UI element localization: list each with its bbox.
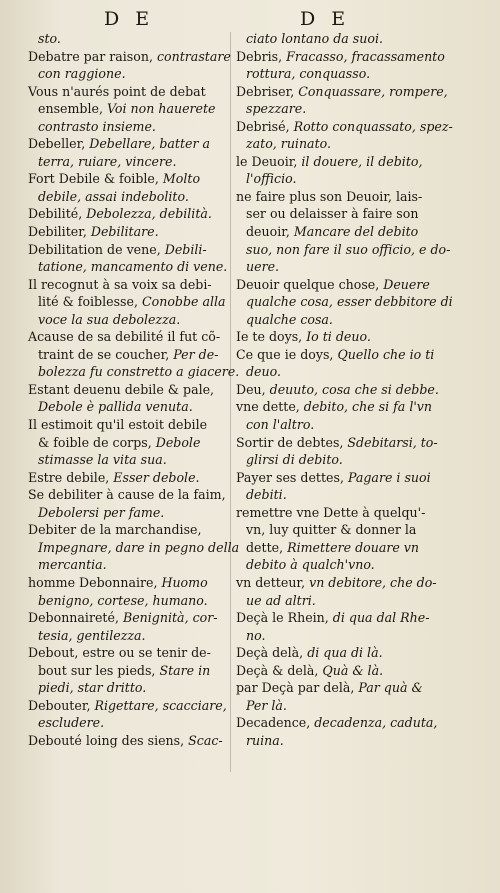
italian-gloss: Debili- [164, 241, 207, 257]
entry-line [28, 83, 228, 101]
italian-gloss: Rimettere douare vn [287, 539, 420, 555]
italian-gloss: piedi, star dritto. [38, 680, 147, 696]
italian-gloss: Stare in [159, 662, 211, 678]
entry-line [236, 223, 436, 241]
french-term: traint de se coucher, [38, 346, 174, 362]
entry-line [236, 328, 436, 346]
french-term: bout sur les pieds, [38, 662, 160, 678]
italian-gloss: Debolezza, debilità. [86, 206, 212, 222]
entry-line [28, 644, 228, 662]
french-term: Fort Debile & foible, [28, 171, 163, 187]
italian-gloss: con raggione. [38, 66, 126, 82]
entry-line [236, 188, 436, 206]
italian-gloss: Debolersi per fame. [38, 504, 165, 520]
running-header [0, 8, 500, 32]
italian-gloss: uere. [246, 259, 280, 275]
entry-line [236, 311, 436, 329]
entry-line [28, 311, 228, 329]
french-term: & foible de corps, [38, 434, 156, 450]
italian-gloss: tesia, gentilezza. [38, 627, 146, 643]
french-term: deuoir, [246, 224, 294, 240]
french-term: homme Debonnaire, [28, 574, 162, 590]
entry-line [28, 135, 228, 153]
entry-line [28, 241, 228, 259]
french-term: Debilité, [28, 206, 87, 222]
french-term: vne dette, [236, 399, 304, 415]
entry-line [236, 732, 436, 750]
italian-gloss: Quà & là. [322, 662, 384, 678]
french-term: Debout, estre ou se tenir de- [28, 645, 211, 661]
right-column [236, 30, 453, 749]
entry-line [28, 592, 228, 610]
entry-line [236, 469, 436, 487]
entry-line [236, 65, 436, 83]
french-term: par Deçà par delà, [236, 680, 359, 696]
italian-gloss: con l'altro. [246, 417, 315, 433]
italian-gloss: Esser debole. [113, 469, 200, 485]
french-term: dette, [246, 539, 288, 555]
entry-line [28, 574, 228, 592]
entry-line [236, 293, 453, 311]
italian-gloss: qualche cosa. [246, 311, 333, 327]
french-term: Deçà & delà, [236, 662, 323, 678]
entry-line [236, 241, 451, 259]
italian-gloss: Debilitare. [90, 224, 159, 240]
french-term: Debiter de la marchandise, [28, 522, 202, 538]
italian-gloss: qualche cosa, esser debbitore di [246, 294, 453, 310]
entry-line [28, 276, 228, 294]
french-term: Decadence, [236, 715, 315, 731]
entry-line [236, 416, 436, 434]
french-term: ser ou delaisser à faire son [246, 206, 419, 222]
entry-line [28, 486, 228, 504]
italian-gloss: debito à qualch'vno. [246, 557, 375, 573]
italian-gloss: Pagare i suoi [347, 469, 431, 485]
entry-line [236, 539, 436, 557]
entry-line [28, 556, 228, 574]
entry-line [236, 451, 436, 469]
italian-gloss: Impegnare, dare in pegno della [38, 539, 240, 555]
italian-gloss: mercantia. [38, 557, 107, 573]
italian-gloss: contrasto insieme. [38, 118, 156, 134]
french-term: Ie te doys, [236, 329, 307, 345]
italian-gloss: di qua di là. [307, 645, 383, 661]
entry-line [236, 486, 436, 504]
entry-line [28, 100, 228, 118]
italian-gloss: deuuto, cosa che si debbe. [269, 381, 439, 397]
french-term: Debouté loing des siens, [28, 732, 189, 748]
french-term: vn detteur, [236, 574, 310, 590]
french-term: lité & foiblesse, [38, 294, 142, 310]
italian-gloss: sto. [38, 31, 61, 46]
italian-gloss: Huomo [161, 574, 208, 590]
italian-gloss: deuo. [246, 364, 281, 380]
entry-line [28, 118, 228, 136]
entry-line [236, 679, 436, 697]
italian-gloss: Benignità, cor- [122, 610, 218, 626]
entry-line [236, 135, 436, 153]
french-term: Debris, [236, 48, 287, 64]
italian-gloss: Rigettare, scacciare, [94, 697, 227, 713]
italian-gloss: tatione, mancamento di vene. [38, 259, 228, 275]
italian-gloss: no. [246, 627, 266, 643]
left-column [28, 30, 240, 749]
italian-gloss: Voi non hauerete [106, 101, 216, 117]
entry-line [28, 48, 231, 66]
italian-gloss: escludere. [38, 715, 105, 731]
entry-line [28, 381, 228, 399]
italian-gloss: Fracasso, fracassamento [286, 48, 445, 64]
entry-line [28, 697, 228, 715]
french-term: Acause de sa debilité il fut cõ- [28, 329, 221, 345]
french-term: Payer ses dettes, [236, 469, 348, 485]
french-term: Il recognut à sa voix sa debi- [28, 276, 212, 292]
entry-line [28, 223, 228, 241]
italian-gloss: debiti. [246, 487, 287, 503]
entry-line [28, 679, 228, 697]
italian-gloss: Molto [162, 171, 201, 187]
entry-line [28, 521, 228, 539]
italian-gloss: Conquassare, rompere, [298, 83, 448, 99]
french-term: Deçà delà, [236, 645, 308, 661]
italian-gloss: Rotto conquassato, spez- [293, 118, 453, 134]
french-term: vn, luy quitter & donner la [246, 522, 417, 538]
entry-line [236, 434, 436, 452]
entry-line [236, 381, 439, 399]
french-term: Debilitation de vene, [28, 241, 165, 257]
italian-gloss: contrastare [156, 48, 231, 64]
italian-gloss: Sdebitarsi, to- [347, 434, 438, 450]
french-term: Estant deuenu debile & pale, [28, 381, 215, 397]
entry-line [236, 644, 436, 662]
entry-line [28, 662, 228, 680]
entry-line [28, 416, 228, 434]
italian-gloss: Deuere [383, 276, 430, 292]
italian-gloss: Per là. [246, 697, 287, 713]
entry-line [28, 539, 240, 557]
french-term: Debrisé, [236, 118, 294, 134]
italian-gloss: voce la sua debolezza. [38, 311, 181, 327]
entry-line [28, 205, 228, 223]
entry-line [28, 258, 228, 276]
french-term: ensemble, [38, 101, 107, 117]
entry-line [236, 662, 436, 680]
italian-gloss: spezzare. [246, 101, 307, 117]
italian-gloss: ruina. [246, 732, 284, 748]
entry-line [236, 504, 436, 522]
italian-gloss: Conobbe alla [142, 294, 226, 310]
entry-line [28, 609, 228, 627]
entry-line [236, 48, 445, 66]
italian-gloss: l'officio. [246, 171, 297, 187]
french-term: Deu, [236, 381, 270, 397]
french-term: Deçà le Rhein, [236, 610, 333, 626]
header-right-letter: D E [300, 8, 351, 30]
column-divider [230, 32, 231, 772]
entry-line [236, 697, 436, 715]
italian-gloss: debito, che si fa l'vn [303, 399, 433, 415]
entry-line [28, 188, 228, 206]
entry-line [28, 293, 228, 311]
entry-line [236, 556, 436, 574]
french-term: Debouter, [28, 697, 95, 713]
italian-gloss: rottura, conquasso. [246, 66, 371, 82]
entry-line [28, 627, 228, 645]
entry-line [236, 276, 436, 294]
entry-line [236, 170, 436, 188]
italian-gloss: terra, ruiare, vincere. [38, 153, 177, 169]
italian-gloss: Io ti deuo. [306, 329, 371, 345]
italian-gloss: ciato lontano da suoi. [246, 31, 383, 46]
french-term: Debonnaireté, [28, 610, 123, 626]
entry-line [28, 504, 228, 522]
french-term: Estre debile, [28, 469, 114, 485]
italian-gloss: di qua dal Rhe- [332, 610, 430, 626]
italian-gloss: il douere, il debito, [301, 153, 423, 169]
italian-gloss: benigno, cortese, humano. [38, 592, 208, 608]
entry-line [28, 170, 228, 188]
french-term: Il estimoit qu'il estoit debile [28, 417, 208, 433]
entry-line [28, 363, 240, 381]
entry-line [28, 65, 228, 83]
entry-line [236, 714, 436, 732]
italian-gloss: Debole è pallida venuta. [38, 399, 193, 415]
entry-line [236, 83, 448, 101]
entry-line [28, 469, 228, 487]
italian-gloss: Scac- [188, 732, 223, 748]
entry-line [28, 30, 228, 48]
french-term: Se debiliter à cause de la faim, [28, 487, 226, 503]
entry-line [236, 398, 436, 416]
italian-gloss: vn debitore, che do- [309, 574, 437, 590]
italian-gloss: Per de- [173, 346, 219, 362]
italian-gloss: Par quà & [358, 680, 423, 696]
french-term: Deuoir quelque chose, [236, 276, 384, 292]
french-term: Ce que ie doys, [236, 346, 338, 362]
entry-line [236, 592, 436, 610]
italian-gloss: Debellare, batter a [89, 136, 211, 152]
italian-gloss: Debole [155, 434, 201, 450]
entry-line [236, 205, 436, 223]
italian-gloss: glirsi di debito. [246, 452, 343, 468]
french-term: ne faire plus son Deuoir, lais- [236, 188, 423, 204]
entry-line [28, 714, 228, 732]
entry-line [236, 609, 436, 627]
entry-line [236, 30, 436, 48]
french-term: Debeller, [28, 136, 90, 152]
italian-gloss: Quello che io ti [337, 346, 435, 362]
entry-line [236, 153, 436, 171]
french-term: remettre vne Dette à quelqu'- [236, 504, 426, 520]
entry-line [236, 118, 453, 136]
entry-line [236, 363, 436, 381]
italian-gloss: Mancare del debito [293, 224, 419, 240]
entry-line [28, 434, 228, 452]
entry-line [28, 153, 228, 171]
italian-gloss: zato, ruinato. [246, 136, 331, 152]
italian-gloss: debile, assai indebolito. [38, 188, 189, 204]
header-left-letter: D E [104, 8, 155, 30]
entry-line [28, 732, 228, 750]
french-term: Debiliter, [28, 224, 91, 240]
french-term: Sortir de debtes, [236, 434, 348, 450]
french-term: Vous n'aurés point de debat [28, 83, 206, 99]
italian-gloss: stimasse la vita sua. [38, 452, 167, 468]
entry-line [236, 258, 436, 276]
french-term: Debriser, [236, 83, 299, 99]
french-term: Debatre par raison, [28, 48, 157, 64]
entry-line [236, 627, 436, 645]
french-term: le Deuoir, [236, 153, 302, 169]
italian-gloss: ue ad altri. [246, 592, 316, 608]
entry-line [28, 328, 228, 346]
entry-line [28, 346, 228, 364]
italian-gloss: suo, non fare il suo officio, e do- [246, 241, 451, 257]
italian-gloss: decadenza, caduta, [314, 715, 438, 731]
entry-line [236, 574, 436, 592]
entry-line [236, 100, 436, 118]
italian-gloss: bolezza fu constretto a giacere. [38, 364, 240, 380]
entry-line [28, 398, 228, 416]
entry-line [236, 521, 436, 539]
entry-line [236, 346, 436, 364]
entry-line [28, 451, 228, 469]
